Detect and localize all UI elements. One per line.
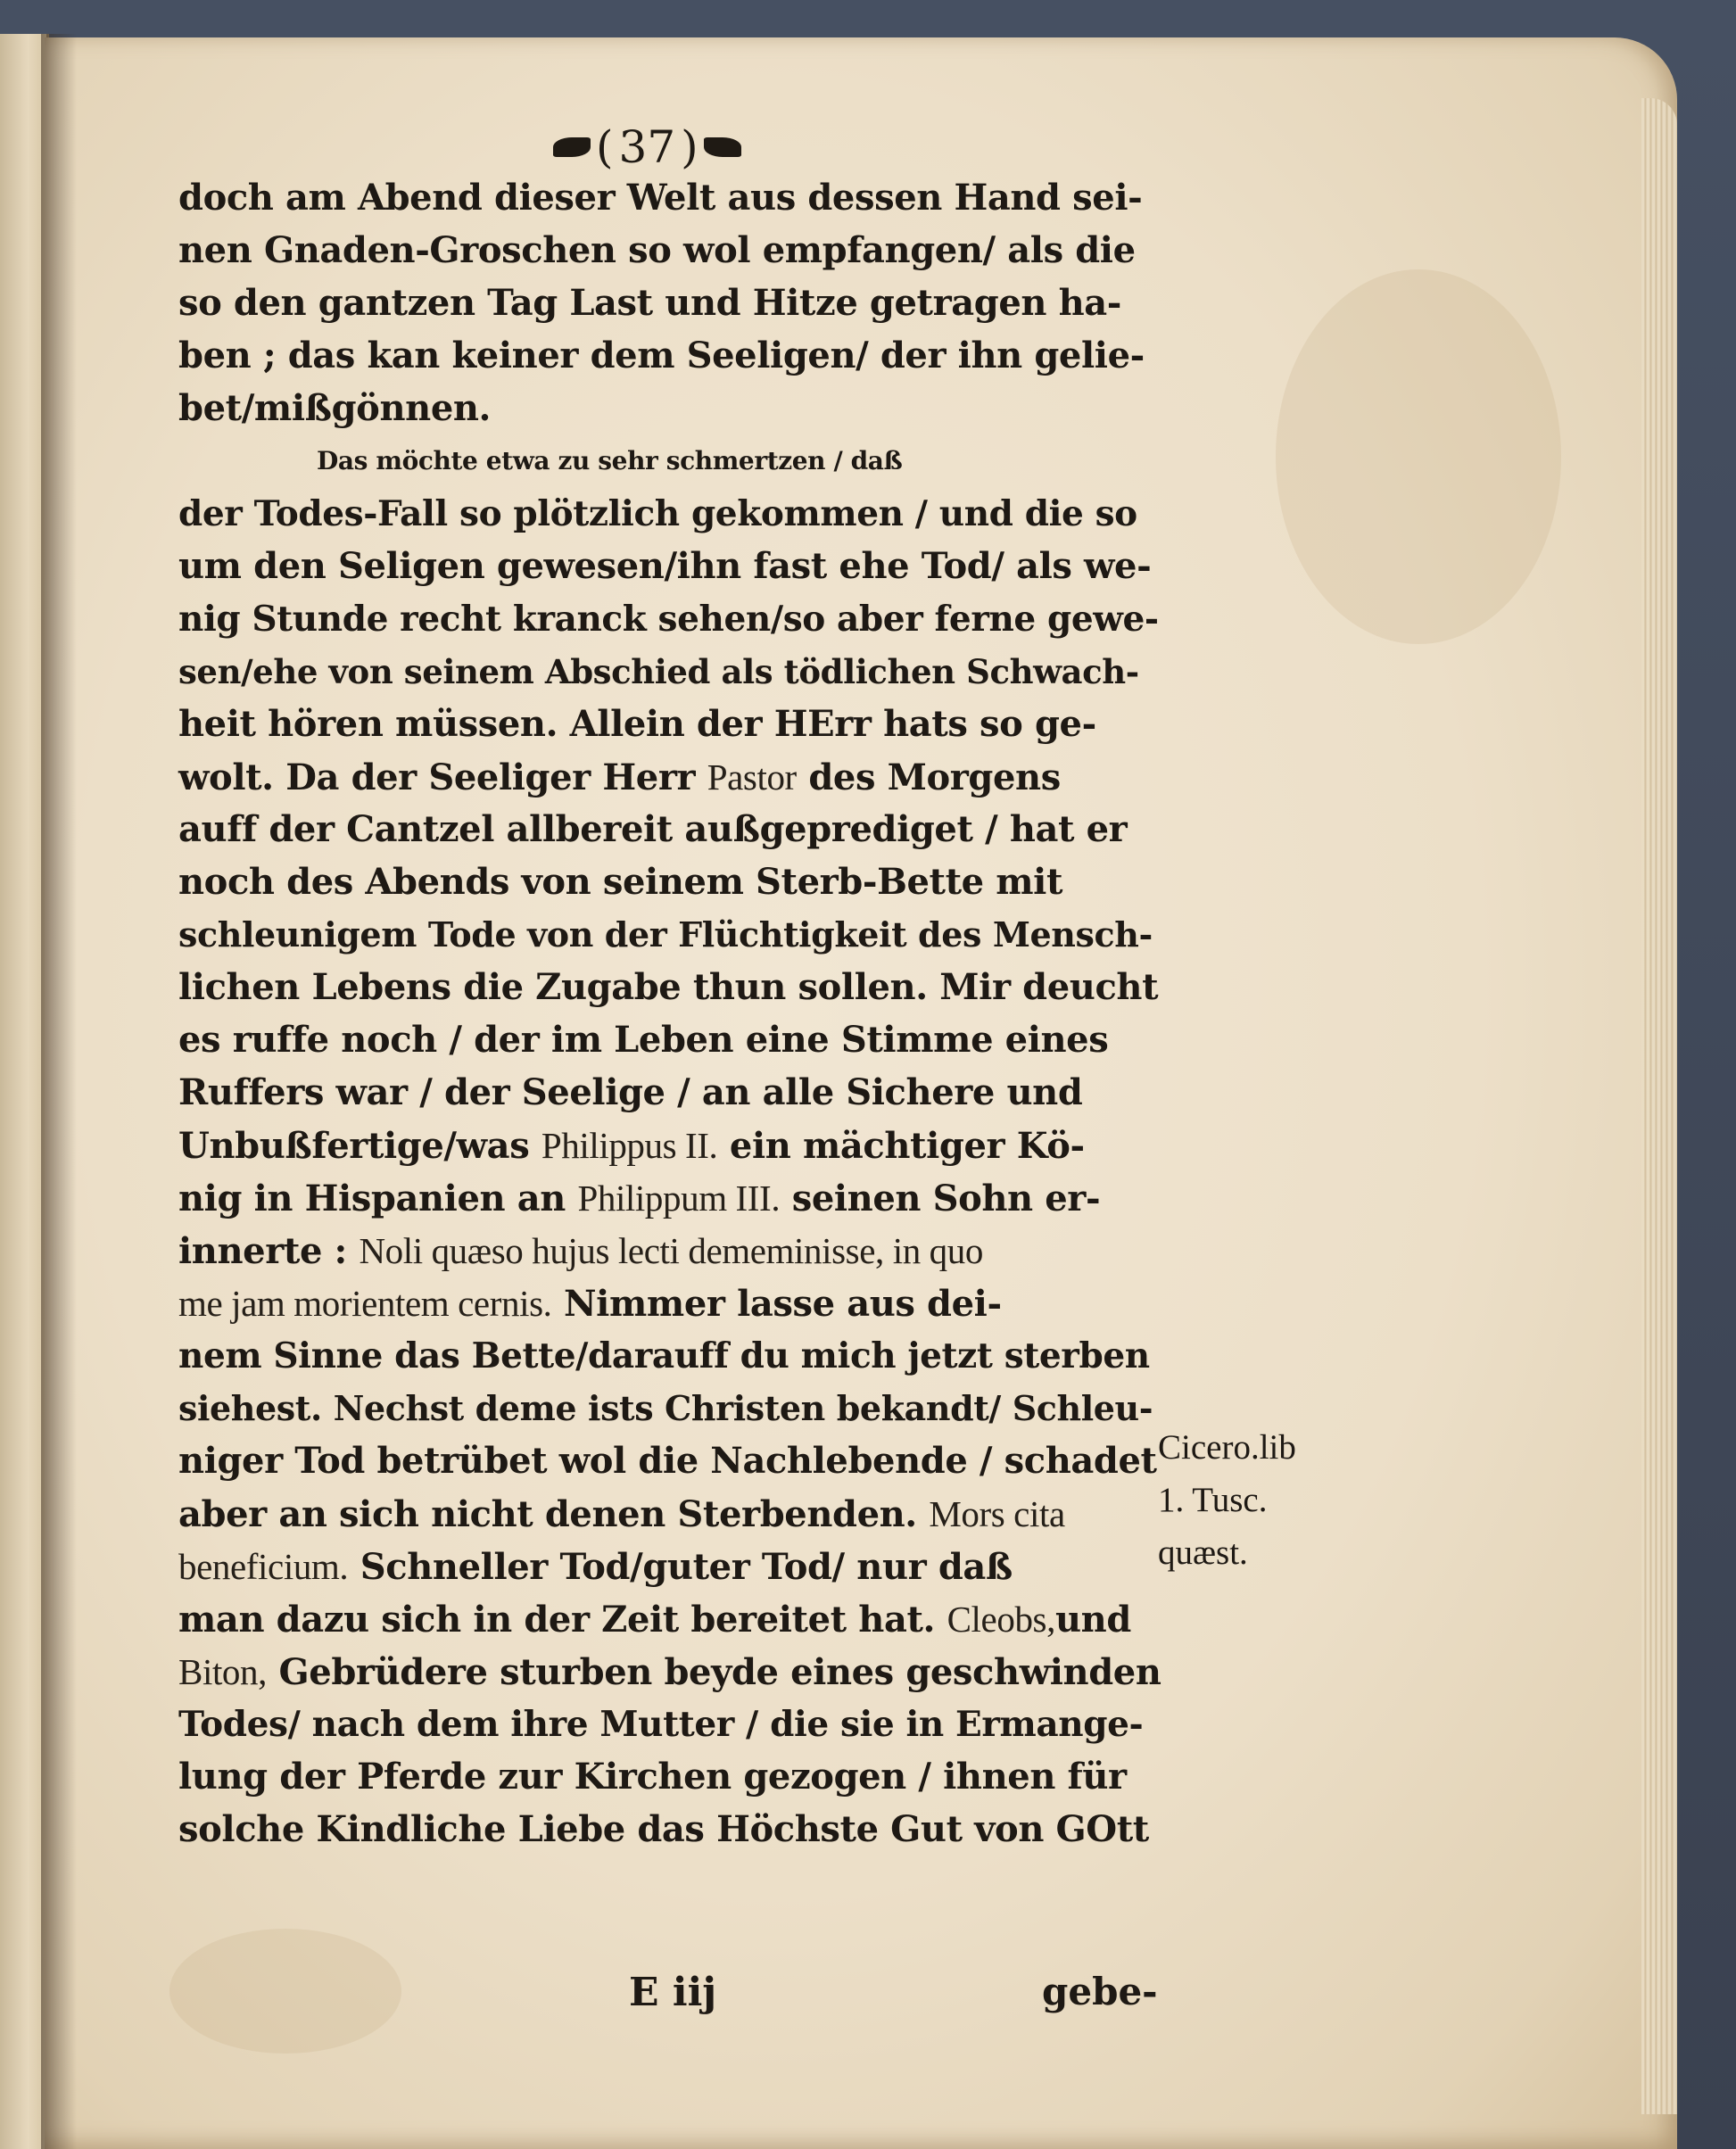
text-segment: so den gantzen Tag Last und Hitze getragen ha- <box>178 282 1122 324</box>
text-segment: Schneller Tod/guter Tod/ nur daß <box>348 1546 1013 1588</box>
text-line <box>178 858 1160 906</box>
latin-text-segment: Cleobs, <box>947 1599 1055 1640</box>
text-line <box>178 595 1160 643</box>
catchword: gebe- <box>1042 1970 1158 2013</box>
text-segment: solche Kindliche Liebe das Höchste Gut von GOtt <box>178 1808 1149 1850</box>
ornament-left-icon <box>553 137 591 157</box>
text-segment: des Morgens <box>796 756 1061 798</box>
margin-note-line: quæst. <box>1158 1533 1248 1572</box>
page-header <box>553 116 741 178</box>
text-segment: ben ; das kan keiner dem Seeligen/ der ihn gelie- <box>178 335 1145 376</box>
text-line <box>178 1384 1160 1433</box>
text-segment: Todes/ nach dem ihre Mutter / die sie in Ermange- <box>178 1704 1144 1745</box>
text-segment: und <box>1054 1599 1131 1641</box>
text-segment: um den Seligen gewesen/ihn fast ehe Tod/ als we- <box>178 545 1152 587</box>
text-segment: nen Gnaden-Groschen so wol empfangen/ als die <box>178 229 1136 271</box>
text-line <box>178 1437 1160 1485</box>
text-segment: noch des Abends von seinem Sterb-Bette mit <box>178 861 1063 903</box>
text-segment: heit hören müssen. Allein der HErr hats so ge- <box>178 703 1096 745</box>
text-segment: Unbußfertige/was <box>178 1125 541 1167</box>
text-line <box>178 1121 1160 1170</box>
text-line <box>178 1069 1160 1117</box>
text-line <box>178 1700 1160 1748</box>
text-segment: der Todes-Fall so plötzlich gekommen / und die so <box>178 493 1137 534</box>
text-line <box>178 1227 1160 1275</box>
latin-text-segment: Pastor <box>707 756 797 798</box>
ornament-right-icon <box>704 137 741 157</box>
text-segment: Ruffers war / der Seelige / an alle Sichere und <box>178 1071 1083 1113</box>
margin-note-line: Cicero.lib <box>1158 1428 1296 1467</box>
text-segment: seinen Sohn er- <box>780 1178 1101 1219</box>
text-line <box>178 1174 1160 1222</box>
text-line <box>178 227 1160 275</box>
text-segment: schleunigem Tode von der Flüchtigkeit des Mensch- <box>178 914 1153 955</box>
latin-text-segment: Noli quæso hujus lecti dememinisse, in quo <box>359 1230 983 1271</box>
latin-text-segment: beneficium. <box>178 1546 349 1587</box>
text-segment: nem Sinne das Bette/darauff du mich jetzt sterben <box>178 1335 1150 1376</box>
text-segment: ein mächtiger Kö- <box>717 1125 1085 1167</box>
text-segment: sen/ehe von seinem Abschied als tödlichen Schwach- <box>178 652 1139 691</box>
text-line <box>178 1806 1160 1854</box>
text-segment: doch am Abend dieser Welt aus dessen Hand sei- <box>178 177 1143 219</box>
text-line <box>178 332 1160 380</box>
margin-note <box>1158 1424 1296 1582</box>
text-line <box>178 490 1160 538</box>
paper-stain <box>1276 269 1561 644</box>
text-line <box>178 384 1160 433</box>
text-segment: lichen Lebens die Zugabe thun sollen. Mir deucht <box>178 966 1159 1008</box>
text-line <box>178 806 1160 854</box>
text-line <box>178 1490 1160 1538</box>
body-text <box>178 174 1160 1858</box>
text-segment: Gebrüdere sturben beyde eines geschwinden <box>266 1651 1161 1693</box>
text-line <box>178 279 1160 327</box>
text-segment: Das möchte etwa zu sehr schmertzen / daß <box>317 446 903 475</box>
spine-shadow <box>41 34 77 2149</box>
latin-text-segment: Mors cita <box>929 1493 1065 1534</box>
latin-text-segment: Philippum III. <box>577 1178 781 1219</box>
text-segment: auff der Cantzel allbereit außgeprediget / hat er <box>178 808 1128 850</box>
text-line <box>178 1279 1160 1327</box>
page-number: 37 <box>618 121 676 173</box>
text-segment: nig Stunde recht kranck sehen/so aber ferne gewe- <box>178 599 1159 640</box>
paper-stain <box>169 1929 401 2054</box>
text-segment: lung der Pferde zur Kirchen gezogen / ihnen für <box>178 1756 1127 1798</box>
text-line <box>178 174 1160 222</box>
text-segment: niger Tod betrübet wol die Nachlebende / schadet <box>178 1440 1157 1482</box>
text-line <box>178 700 1160 748</box>
header-paren: ) <box>681 121 699 173</box>
text-segment: Nimmer lasse aus dei- <box>551 1283 1002 1325</box>
text-line <box>178 1595 1160 1643</box>
text-line <box>178 1332 1160 1380</box>
margin-note-line: 1. Tusc. <box>1158 1481 1268 1519</box>
text-line <box>178 753 1160 801</box>
text-line <box>178 1016 1160 1064</box>
text-segment: wolt. Da der Seeliger Herr <box>178 756 707 798</box>
text-line <box>178 1542 1160 1591</box>
text-line <box>178 437 1160 485</box>
header-paren: ( <box>596 121 614 173</box>
text-segment: bet/mißgönnen. <box>178 387 492 429</box>
text-segment: man dazu sich in der Zeit bereitet hat. <box>178 1599 947 1641</box>
text-line <box>178 1753 1160 1801</box>
text-line <box>178 542 1160 591</box>
text-line <box>178 648 1160 696</box>
latin-text-segment: me jam morientem cernis. <box>178 1283 552 1324</box>
latin-text-segment: Philippus II. <box>541 1125 718 1166</box>
text-line <box>178 1648 1160 1696</box>
text-line <box>178 963 1160 1012</box>
text-segment: es ruffe noch / der im Leben eine Stimme eines <box>178 1019 1109 1061</box>
signature-mark: E iij <box>629 1970 717 2015</box>
text-segment: innerte : <box>178 1230 360 1272</box>
text-line <box>178 911 1160 959</box>
text-segment: aber an sich nicht denen Sterbenden. <box>178 1493 930 1535</box>
text-segment: nig in Hispanien an <box>178 1178 578 1219</box>
page-edges <box>1641 98 1677 2114</box>
latin-text-segment: Biton, <box>178 1651 267 1692</box>
text-segment: siehest. Nechst deme ists Christen bekandt/ Schleu- <box>178 1388 1153 1428</box>
